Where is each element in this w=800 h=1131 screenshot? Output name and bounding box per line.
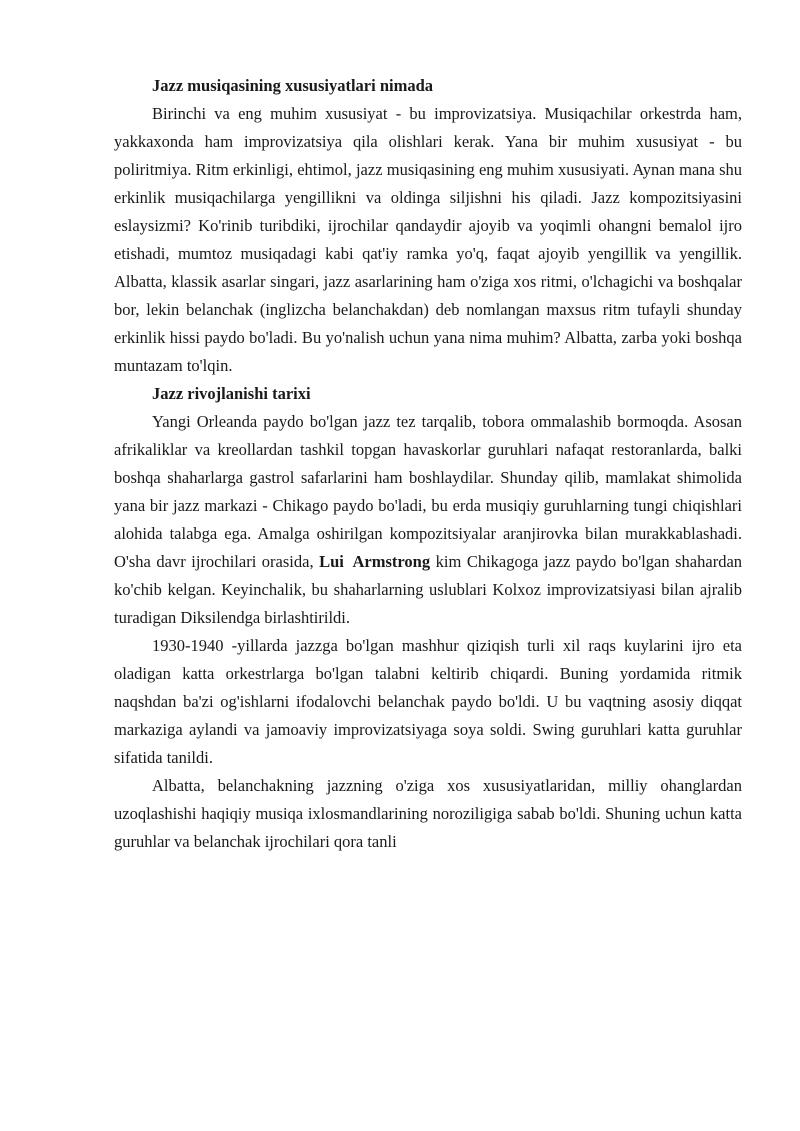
paragraph-features: Birinchi va eng muhim xususiyat - bu improvizatsiya. Musiqachilar orkestrda ham, yakkaxonda ham improvizatsiya qila olishlari kerak. Yana bir muhim xususiyat - bu poliritmiya. Ritm erkinligi, ehtimol, jazz musiqasining eng muhim xususiyati. Aynan mana shu erkinlik musiqachilarga yengillikni va oldinga siljishni his qiladi. Jazz kompozitsiyasini eslaysizmi? Ko'rinib turibdiki, ijrochilar qandaydir ajoyib va yoqimli ohangni bemalol ijro etishadi, mumtoz musiqadagi kabi qat'iy ramka yo'q, faqat ajoyib yengillik va yengillik. Albatta, klassik asarlar singari, jazz asarlarining ham o'ziga xos ritmi, o'lchagichi va boshqalar bor, lekin belanchak (inglizcha belanchakdan) deb nomlangan maxsus ritm tufayli shunday erkinlik hissi paydo bo'ladi. Bu yo'nalish uchun yana nima muhim? Albatta, zarba yoki boshqa muntazam to'lqin.: [114, 104, 742, 375]
paragraph-swing-era: 1930-1940 -yillarda jazzga bo'lgan mashhur qiziqish turli xil raqs kuylarini ijro eta oladigan katta orkestrlarga bo'lgan talabni keltirib chiqardi. Buning yordamida ritmik naqshdan ba'zi og'ishlarni ifodalovchi belanchak paydo bo'ldi. U bu vaqtning asosiy diqqat markaziga aylandi va jamoaviy improvizatsiyaga soya soldi. Swing guruhlari katta guruhlar sifatida tanildi.: [114, 636, 742, 767]
document-page: [114, 72, 742, 856]
paragraph-history-text-after: kim Chikagoga jazz paydo bo'lgan shahardan ko'chib kelgan. Keyinchalik, bu shaharlarning uslublari Kolxoz improvizatsiyasi bilan ajralib turadigan Diksilendga birlashtirildi.: [114, 552, 743, 627]
section-heading-history: Jazz rivojlanishi tarixi: [152, 384, 311, 403]
paragraph-history-text-before: Yangi Orleanda paydo bo'lgan jazz tez tarqalib, tobora ommalashib bormoqda. Asosan afrikaliklar va kreollardan tashkil topgan havaskorlar guruhlari nafaqat restoranlarda, balki boshqa shaharlarga gastrol safarlarini ham boshlaydilar. Shunday qilib, mamlakat shimolida yana bir jazz markazi - Chikago paydo bo'ladi, bu erda musiqiy guruhlarning tungi chiqishlari alohida talabga ega. Amalga oshirilgan kompozitsiyalar aranjirovka bilan murakkablashadi. O'sha davr ijrochilari orasida,: [114, 412, 742, 571]
person-name-lui-armstrong: Lui Armstrong: [319, 552, 431, 571]
paragraph-swing-criticism: Albatta, belanchakning jazzning o'ziga xos xususiyatlaridan, milliy ohanglardan uzoqlashishi haqiqiy musiqa ixlosmandlarining noroziligiga sabab bo'ldi. Shuning uchun katta guruhlar va belanchak ijrochilari qora tanli: [114, 776, 742, 851]
section-heading-features: Jazz musiqasining xususiyatlari nimada: [152, 76, 434, 95]
paragraph-history: [114, 408, 742, 632]
